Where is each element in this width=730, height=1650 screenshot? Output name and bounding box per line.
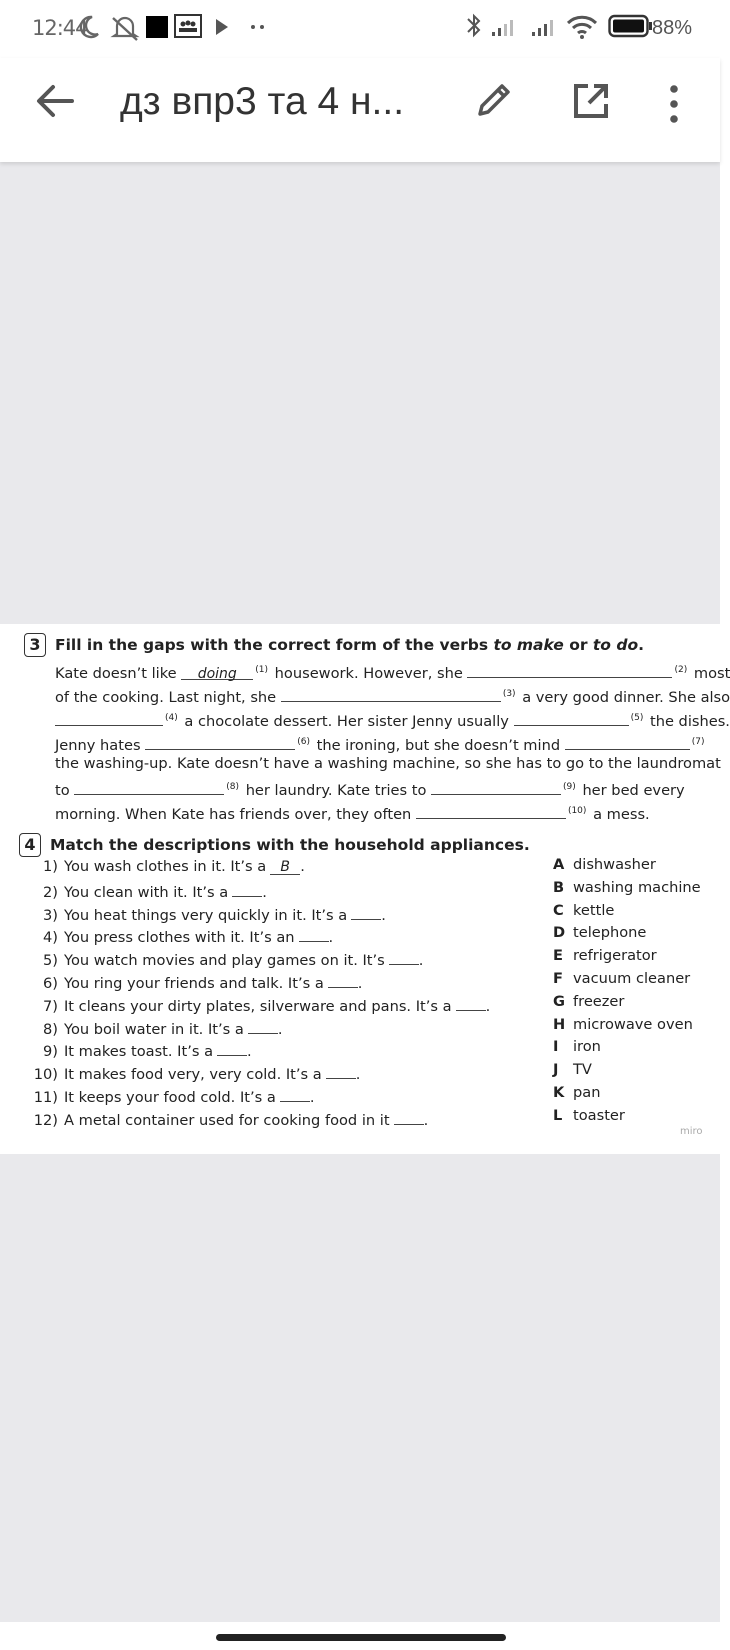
option-letter: F <box>553 970 563 987</box>
question-item: 7) It cleans your dirty plates, silverware and pans. It’s a . <box>28 995 490 1015</box>
answer-gap[interactable] <box>394 1109 424 1125</box>
question-text: You clean with it. It’s a <box>64 883 229 901</box>
muted-bell-icon <box>110 14 140 42</box>
option-text: TV <box>573 1061 592 1079</box>
option-letter: D <box>553 924 566 942</box>
status-bar <box>0 0 720 58</box>
option-letter: I <box>553 1038 559 1056</box>
option-letter: C <box>553 901 564 919</box>
group-notification-icon <box>174 14 202 38</box>
option-letter: G <box>553 992 565 1010</box>
option-letter: B <box>553 878 565 896</box>
option-text: refrigerator <box>573 947 657 965</box>
gap-2[interactable] <box>467 662 672 678</box>
question-item: 10) It makes food very, very cold. It’s a . <box>28 1063 360 1083</box>
question-number: 2) <box>43 883 58 901</box>
gap-3[interactable] <box>281 686 501 702</box>
option-letter: K <box>553 1084 565 1101</box>
option-text: dishwasher <box>573 856 656 873</box>
question-number: 5) <box>43 952 58 970</box>
app-bar <box>0 58 720 162</box>
answer-gap[interactable] <box>456 995 486 1011</box>
answer-gap[interactable] <box>389 949 419 965</box>
question-item: 5) You watch movies and play games on it. It’s . <box>28 949 423 969</box>
answer-gap[interactable] <box>280 1086 310 1102</box>
question-number: 9) <box>43 1043 58 1061</box>
option-item <box>553 856 656 873</box>
back-arrow-icon[interactable] <box>34 80 76 122</box>
notification-square-icon <box>146 16 168 38</box>
document-page <box>0 624 730 1154</box>
answer-gap[interactable] <box>217 1040 247 1056</box>
option-item <box>553 1038 601 1055</box>
wifi-icon <box>566 14 598 40</box>
question-number: 6) <box>43 975 58 992</box>
option-text: kettle <box>573 901 615 919</box>
question-text: You ring your friends and talk. It’s a <box>64 975 324 992</box>
home-indicator[interactable] <box>216 1634 506 1641</box>
option-item <box>553 1107 625 1124</box>
option-text: telephone <box>573 924 647 942</box>
status-time: 12:44 <box>32 16 88 40</box>
question-text: It makes food very, very cold. It’s a <box>64 1066 322 1084</box>
option-letter: A <box>553 856 565 873</box>
option-text: microwave oven <box>573 1015 693 1033</box>
question-text: You wash clothes in it. It’s a <box>64 858 267 875</box>
gap-6[interactable] <box>145 734 295 750</box>
option-text: vacuum cleaner <box>573 970 691 987</box>
battery-percent: 88% <box>651 17 692 39</box>
do-not-disturb-moon-icon <box>76 14 100 40</box>
exercise-3-heading: Fill in the gaps with the correct form of the verbs to make or to do. <box>55 636 644 654</box>
gap-5[interactable] <box>514 710 629 726</box>
play-store-icon <box>214 18 230 36</box>
option-text: iron <box>573 1038 601 1056</box>
answer-gap[interactable] <box>232 881 262 897</box>
option-text: washing machine <box>573 878 701 896</box>
ex3-line-7: morning. When Kate has friends over, they often $^{(10)}$ a mess. <box>55 801 650 825</box>
signal-1-icon <box>490 16 520 38</box>
question-item: 12) A metal container used for cooking food in it . <box>28 1109 428 1129</box>
option-item <box>553 970 690 987</box>
question-item: 2) You clean with it. It’s a . <box>28 881 267 901</box>
ex3-line-5: the washing-up. Kate doesn’t have a washing machine, so she has to go to the laundromat <box>55 755 721 772</box>
ex3-line-2: of the cooking. Last night, she $^{(3)}$ a very good dinner. She also <box>55 684 730 708</box>
edit-pencil-icon[interactable] <box>474 80 514 120</box>
question-item: 4) You press clothes with it. It’s an . <box>28 926 333 946</box>
question-item: 8) You boil water in it. It’s a . <box>28 1018 282 1038</box>
signal-2-icon <box>530 16 560 38</box>
answer-gap[interactable]: B <box>270 859 300 875</box>
exercise-4-heading: Match the descriptions with the household appliances. <box>50 836 530 854</box>
question-number: 1) <box>43 858 58 875</box>
option-item <box>553 1016 693 1033</box>
question-item: 6) You ring your friends and talk. It’s a . <box>28 972 362 992</box>
option-item <box>553 1061 592 1078</box>
bluetooth-icon <box>464 12 484 40</box>
more-notifications-icon <box>250 22 268 32</box>
exercise-3-number: 3 <box>24 633 46 657</box>
answer-gap[interactable] <box>326 1063 356 1079</box>
question-number: 11) <box>33 1089 58 1106</box>
battery-icon <box>608 14 654 40</box>
option-item <box>553 879 701 896</box>
document-title: дз впр3 та 4 н... <box>120 80 405 123</box>
answer-gap[interactable] <box>299 926 329 942</box>
open-external-icon[interactable] <box>572 82 610 120</box>
question-number: 8) <box>43 1020 58 1038</box>
question-number: 12) <box>33 1111 58 1129</box>
ex3-line-6: to $^{(8)}$ her laundry. Kate tries to $^{(9)}$ her bed every <box>55 777 685 801</box>
gap-7[interactable] <box>565 734 690 750</box>
ex3-line-3: $^{(4)}$ a chocolate dessert. Her sister Jenny usually $^{(5)}$ the dishes. <box>55 708 730 732</box>
question-number: 10) <box>33 1066 58 1084</box>
option-item <box>553 902 614 919</box>
option-letter: L <box>553 1106 563 1124</box>
gap-10[interactable] <box>416 803 566 819</box>
question-number: 3) <box>43 906 58 924</box>
answer-gap[interactable] <box>351 904 381 920</box>
answer-gap[interactable] <box>248 1018 278 1034</box>
question-item: 3) You heat things very quickly in it. It’s a . <box>28 904 386 924</box>
question-text: You press clothes with it. It’s an <box>64 929 295 947</box>
option-letter: E <box>553 947 563 965</box>
option-item <box>553 993 624 1010</box>
miro-watermark: miro <box>680 1126 703 1137</box>
option-text: toaster <box>573 1106 625 1124</box>
option-item <box>553 924 646 941</box>
document-viewer[interactable] <box>0 162 730 1622</box>
option-letter: J <box>553 1061 559 1079</box>
question-text: It keeps your food cold. It’s a <box>64 1089 276 1106</box>
question-text: It makes toast. It’s a <box>64 1043 214 1061</box>
more-options-icon[interactable] <box>664 84 684 124</box>
gap-4[interactable] <box>55 710 163 726</box>
question-item: 11) It keeps your food cold. It’s a . <box>28 1086 314 1106</box>
question-number: 4) <box>43 929 58 947</box>
option-text: pan <box>573 1084 601 1101</box>
ex3-line-1: Kate doesn’t like doing $^{(1)}$ housework. However, she $^{(2)}$ most <box>55 660 705 684</box>
option-item <box>553 947 657 964</box>
question-text: You heat things very quickly in it. It’s a <box>64 906 348 924</box>
question-text: It cleans your dirty plates, silverware and pans. It’s a <box>64 997 452 1015</box>
exercise-4-number: 4 <box>19 833 41 857</box>
gap-1-answer: doing <box>181 664 253 680</box>
question-item: 9) It makes toast. It’s a . <box>28 1040 252 1060</box>
option-item <box>553 1084 600 1101</box>
question-number: 7) <box>43 997 58 1015</box>
option-text: freezer <box>573 992 625 1010</box>
question-text: You watch movies and play games on it. It’s <box>64 952 385 970</box>
question-item: 1) You wash clothes in it. It’s a B . <box>28 858 305 875</box>
option-letter: H <box>553 1015 566 1033</box>
question-text: A metal container used for cooking food in it <box>64 1111 390 1129</box>
answer-gap[interactable] <box>328 972 358 988</box>
gap-9[interactable] <box>431 779 561 795</box>
question-text: You boil water in it. It’s a <box>64 1020 244 1038</box>
ex3-line-4: Jenny hates $^{(6)}$ the ironing, but she doesn’t mind $^{(7)}$ <box>55 732 706 756</box>
gap-8[interactable] <box>74 779 224 795</box>
